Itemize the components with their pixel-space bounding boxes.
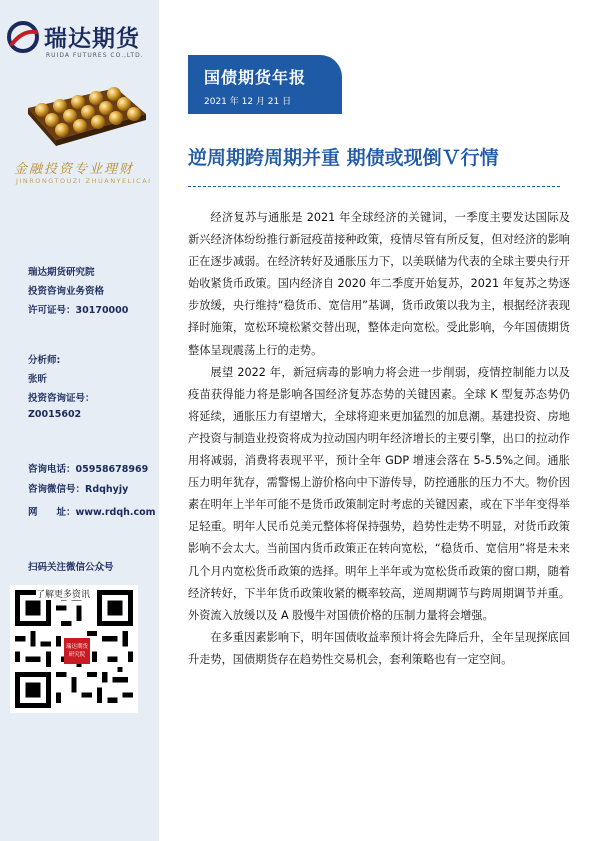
website-link[interactable]: 网 址：www.rdqh.com	[28, 507, 156, 518]
qr-caption: 了解更多资讯	[36, 587, 90, 600]
paragraph: 在多重因素影响下，明年国债收益率预计将会先降后升，全年呈现探底回升走势，国债期货存在趋势性交易机会，套利策略也有一定空间。	[188, 630, 570, 666]
paragraph: 经济复苏与通胀是 2021 年全球经济的关键词，一季度主要发达国际及新兴经济体纷纷推行新冠疫苗接种政策，疫情尽管有所反复，但对经济的影响正在逐步减弱。在经济转好及通胀压力下，以美联储为代表的全球主要央行开始收紧货币政策。国内经济自 2020 年二季度开始复苏，2021 年复苏之势逐步放缓，央行维持“稳货币、宽信用”基调，货币政策以我为主，根据经济表现择时施策，宽松环境松紧交替出现，整体走向宽松。受此影响，今年国债期货整体呈现震荡上行的走势。	[188, 211, 570, 357]
brand-name: 瑞达期货	[44, 26, 140, 52]
qr-title: 扫码关注微信公众号	[28, 562, 114, 573]
report-headline: 逆周期跨周期并重 期债或现倒Ｖ行情	[188, 147, 499, 169]
consult-cert-number: Z0015602	[28, 409, 82, 420]
analyst-label: 分析师:	[28, 355, 61, 366]
paragraph: 展望 2022 年，新冠病毒的影响力将会进一步削弱，疫情控制能力以及疫苗获得能力将是影响各国经济复苏态势的关键因素。全球 K 型复苏态势仍将延续，通胀压力有望增大，全球将迎来更加猛烈的加息潮。基建投资、房地产投资与制造业投资将成为拉动国内明年经济增长的主要引擎，出口的拉动作用将减弱，消费将表现平平，预计全年 GDP 增速会落在 5-5.5%之间。通胀压力明年犹存，需警惕上游价格向中下游传导，防控通胀的压力不大。物价因素在明年上半年可能不是货币政策制定时考虑的关键因素，或在下半年变得举足轻重。明年人民币兑美元整体将保持强势，趋势性走势不明显，对货币政策影响不会太大。当前国内货币政策正在转向宽松，“稳货币、宽信用”将是未来几个月内宽松货币政策的选择。明年上半年或为宽松货币政策的窗口期，随着经济转好，下半年货币政策收紧的概率较高，逆周期调节与跨周期调节并重。外资流入放缓以及 A 股慢牛对国债价格的压制力量将会增强。	[188, 365, 570, 622]
license-number: 许可证号：30170000	[28, 305, 129, 316]
slogan: 金融投资专业理财	[14, 162, 135, 177]
report-date: 2021 年 12 月 21 日	[204, 97, 292, 107]
qr-center-logo: 瑞达期货研究院	[64, 638, 90, 664]
headline-divider	[188, 186, 560, 187]
consult-cert-label: 投资咨询证号：	[28, 393, 95, 404]
report-type: 国债期货年报	[204, 68, 307, 87]
report-body	[188, 207, 570, 671]
slogan-pinyin: JINRONGTOUZI ZHUANYELICAI	[16, 177, 152, 185]
ruida-logo-icon	[6, 20, 40, 54]
analyst-name: 张昕	[28, 374, 48, 385]
sidebar	[0, 0, 159, 841]
qualification: 投资咨询业务资格	[28, 286, 105, 297]
institute-name: 瑞达期货研究院	[28, 267, 95, 278]
brand-subtitle: RUIDA FUTURES CO.,LTD.	[46, 52, 144, 59]
contact-wechat: 咨询微信号：Rdqhyjy	[28, 484, 129, 495]
report-type-banner	[188, 55, 342, 114]
contact-phone: 咨询电话：05958678969	[28, 464, 149, 475]
gold-box-image	[20, 78, 150, 148]
brand-logo	[6, 18, 166, 64]
